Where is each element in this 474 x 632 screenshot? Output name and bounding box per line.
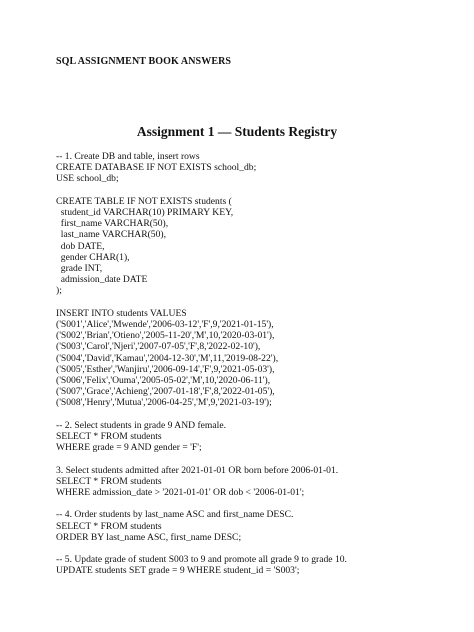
assignment-title: Assignment 1 — Students Registry [136,124,338,139]
sql-line: ('S004','David','Kamau','2004-12-30','M',11,'2019-08-22'), [56,352,279,364]
sql-line: admission_date DATE [56,274,148,286]
sql-line: WHERE admission_date > '2021-01-01' OR dob < '2006-01-01'; [56,487,305,499]
document-header: SQL ASSIGNMENT BOOK ANSWERS [56,56,232,67]
sql-line: USE school_db; [56,173,119,185]
sql-line: UPDATE students SET grade = 9 WHERE student_id = 'S003'; [56,565,300,577]
sql-line: dob DATE, [56,240,105,252]
sql-line: SELECT * FROM students [56,520,162,532]
sql-line: CREATE DATABASE IF NOT EXISTS school_db; [56,162,257,174]
paragraph-gap [56,498,456,509]
sql-line: ('S008','Henry','Mutua','2006-04-25','M',9,'2021-03-19'); [56,397,272,409]
paragraph-gap [56,543,456,554]
sql-line: last_name VARCHAR(50), [56,229,166,241]
sql-line: student_id VARCHAR(10) PRIMARY KEY, [56,207,234,218]
sql-line: ('S001','Alice','Mwende','2006-03-12','F',9,'2021-01-15'), [56,319,274,331]
sql-line: ('S007','Grace','Achieng','2007-01-18','F',8,'2022-01-05'), [56,386,275,398]
paragraph-gap [56,297,456,308]
sql-line: ); [56,285,62,297]
sql-line: -- 1. Create DB and table, insert rows [56,151,200,162]
sql-line: WHERE grade = 9 AND gender = 'F'; [56,442,202,454]
sql-line: SELECT * FROM students [56,431,162,443]
sql-line: -- 4. Order students by last_name ASC and first_name DESC. [56,509,294,521]
sql-line: -- 2. Select students in grade 9 AND female. [56,419,226,431]
sql-line: CREATE TABLE IF NOT EXISTS students ( [56,195,232,207]
paragraph-gap [56,453,456,464]
sql-line: ('S005','Esther','Wanjiru','2006-09-14','F',9,'2021-05-03'), [56,363,275,375]
sql-line: -- 5. Update grade of student S003 to 9 and promote all grade 9 to grade 10. [56,554,347,566]
sql-line: gender CHAR(1), [56,251,130,263]
sql-line: grade INT, [56,263,103,275]
paragraph-gap [56,185,456,196]
sql-line: SELECT * FROM students [56,475,162,487]
sql-line: first_name VARCHAR(50), [56,218,169,230]
sql-answer-body [56,151,456,577]
sql-line: INSERT INTO students VALUES [56,307,187,319]
sql-line: ORDER BY last_name ASC, first_name DESC; [56,531,242,543]
sql-line: ('S002','Brian','Otieno','2005-11-20','M',10,'2020-03-01'), [56,330,275,342]
sql-line: ('S003','Carol','Njeri','2007-07-05','F',8,'2022-02-10'), [56,341,261,353]
sql-line: 3. Select students admitted after 2021-01-01 OR born before 2006-01-01. [56,464,339,476]
sql-line: ('S006','Felix','Ouma','2005-05-02','M',10,'2020-06-11'), [56,375,271,387]
paragraph-gap [56,409,456,420]
